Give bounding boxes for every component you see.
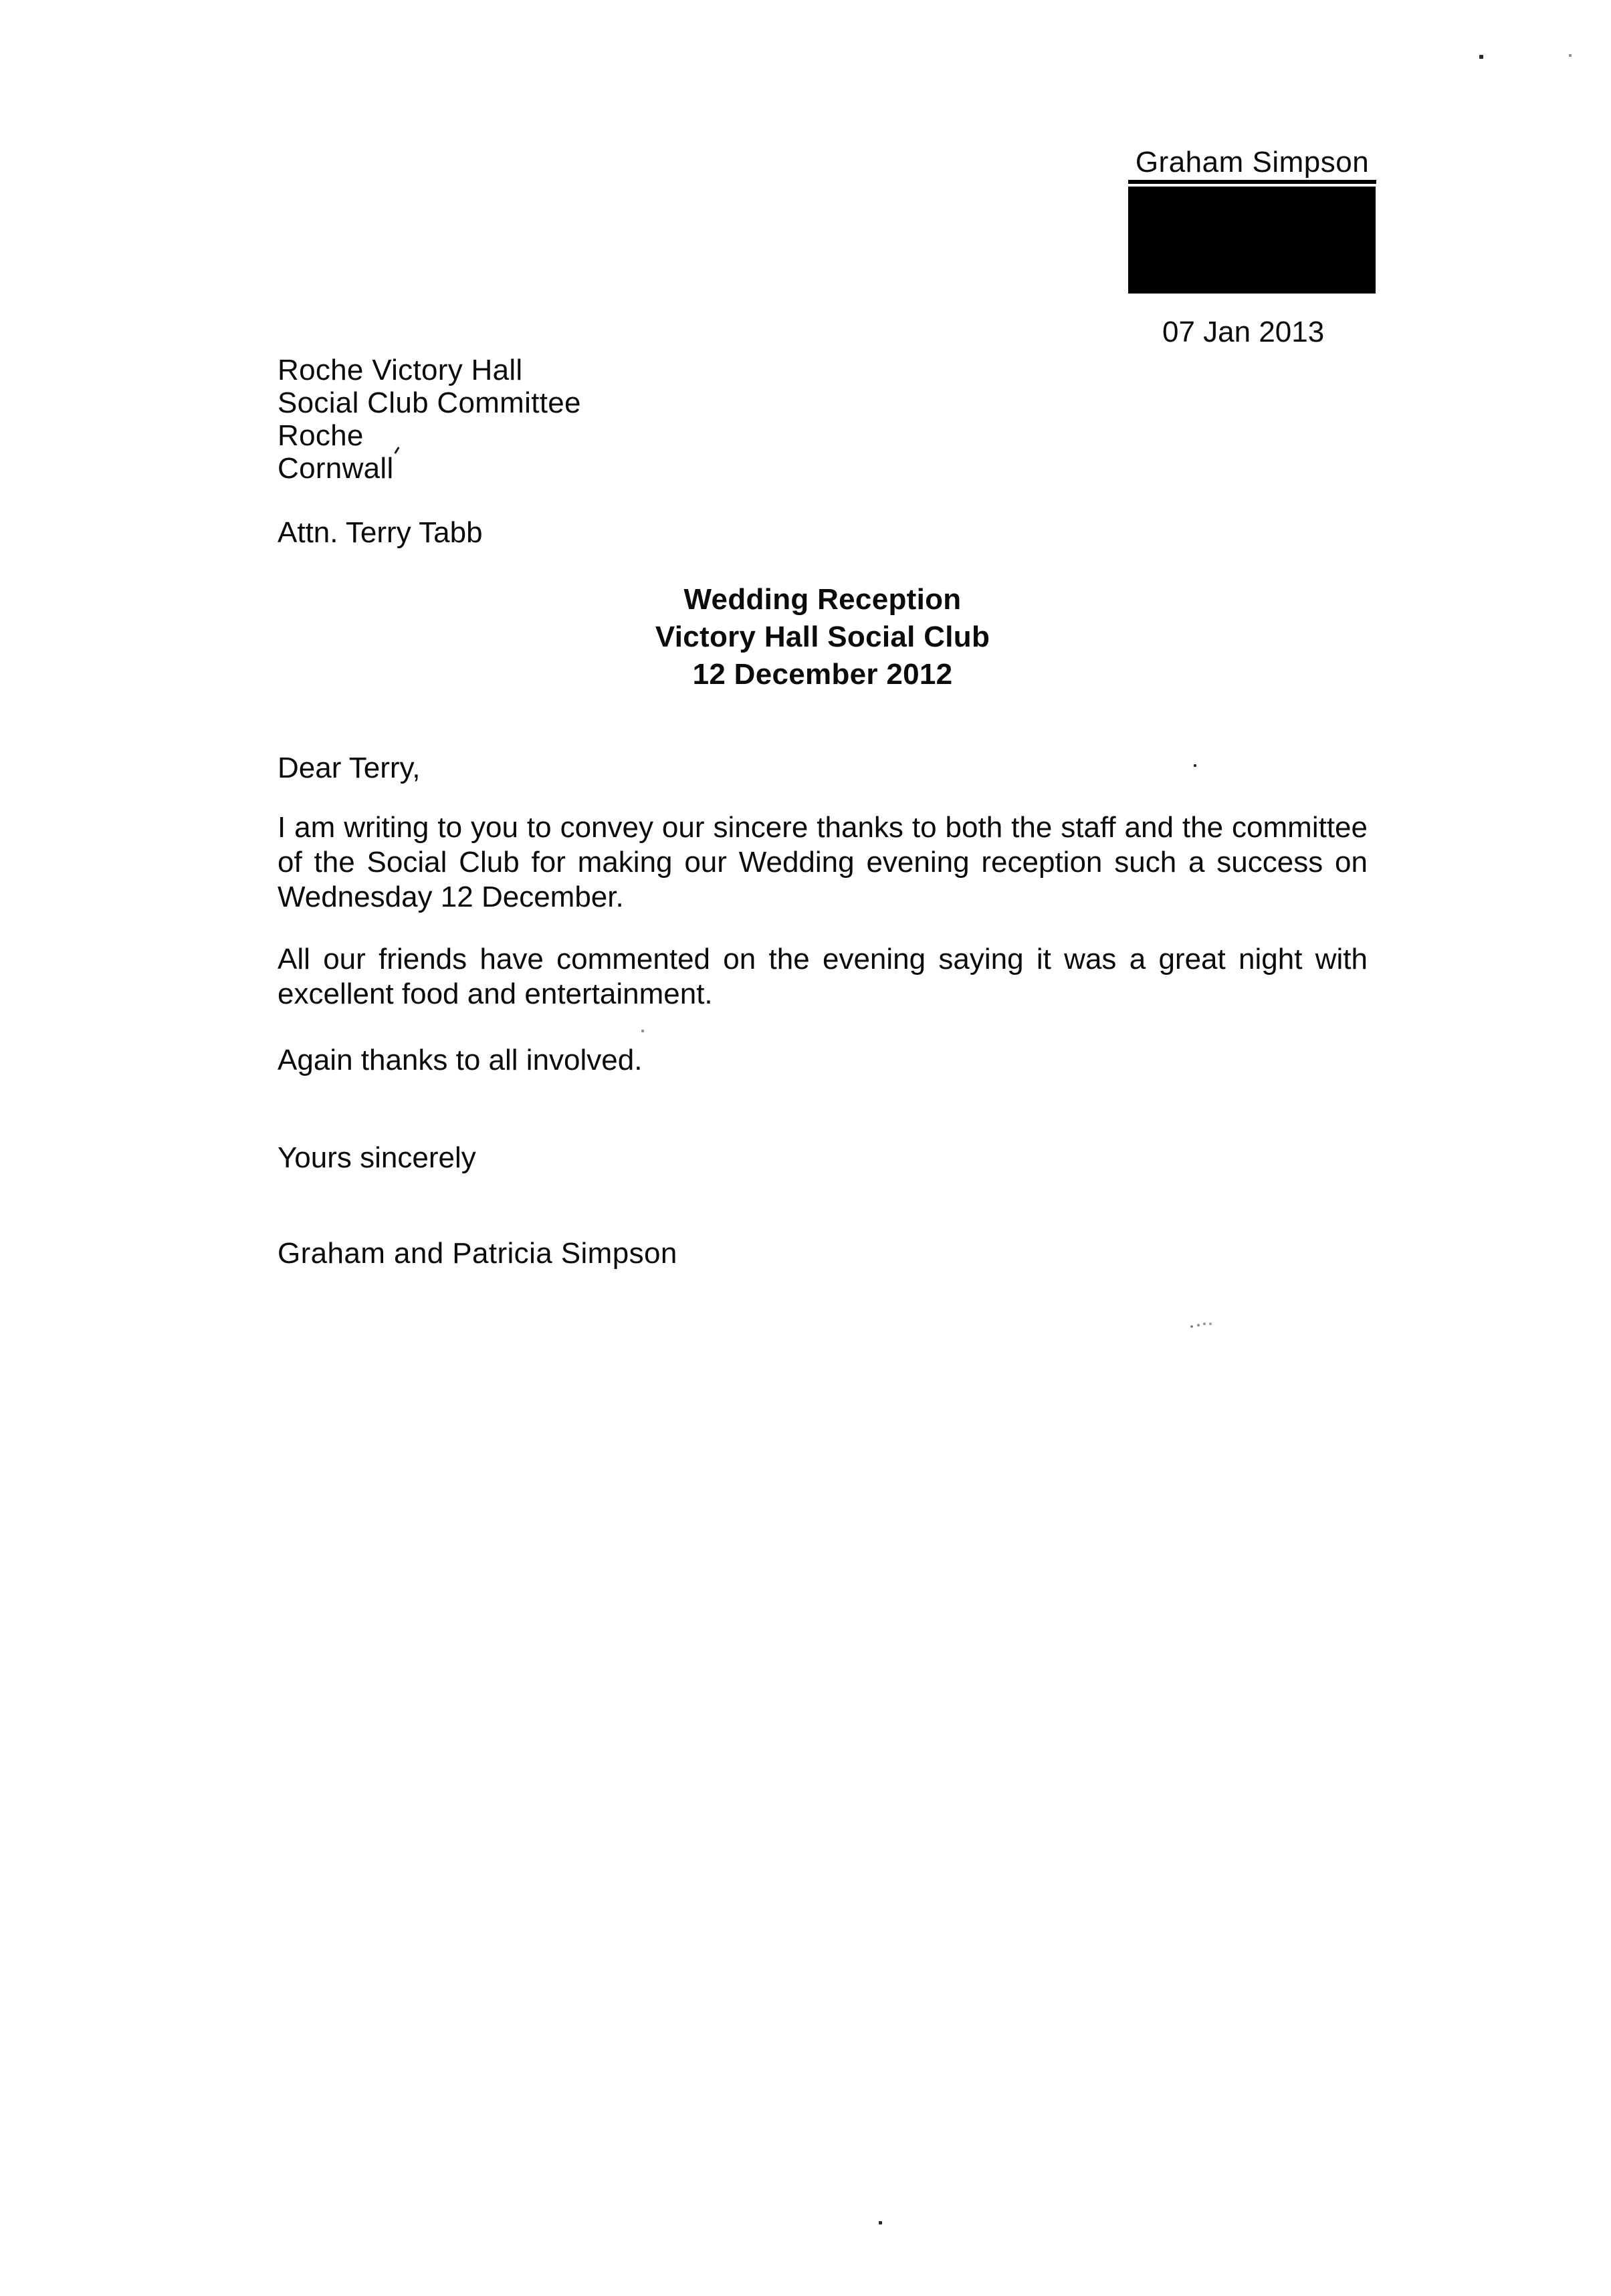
scan-artifact (1569, 54, 1572, 57)
recipient-line: Roche Victory Hall (278, 354, 523, 386)
recipient-line: Cornwall (278, 452, 394, 485)
scan-artifact (1190, 1325, 1193, 1328)
subject-heading (278, 581, 1368, 693)
paragraph-line: Wednesday 12 December. (278, 881, 624, 913)
paragraph-line: excellent food and entertainment. (278, 978, 713, 1010)
closing-line: Yours sincerely (278, 1141, 476, 1174)
sender-name: Graham Simpson (1128, 145, 1376, 184)
scan-artifact (1479, 55, 1483, 59)
redaction-box (1128, 187, 1376, 294)
scan-artifact (1194, 764, 1196, 767)
paragraph-line: I am writing to you to convey our sincere thanks to both the staff and the committee (278, 811, 1368, 844)
body-paragraph-1 (278, 810, 1368, 915)
scan-artifact (879, 2221, 882, 2224)
subject-line: 12 December 2012 (692, 658, 953, 691)
scan-artifact (641, 1030, 644, 1032)
body-paragraph-3 (278, 1043, 1368, 1078)
recipient-address-block (278, 354, 581, 485)
recipient-line: Social Club Committee (278, 386, 581, 419)
signature-line: Graham and Patricia Simpson (278, 1237, 677, 1270)
subject-line: Victory Hall Social Club (655, 620, 990, 653)
paragraph-line: Again thanks to all involved. (278, 1044, 643, 1076)
salutation: Dear Terry, (278, 752, 421, 784)
paragraph-line: of the Social Club for making our Wedding evening reception such a success on (278, 846, 1368, 879)
subject-line: Wedding Reception (683, 583, 962, 616)
paragraph-line: All our friends have commented on the evening saying it was a great night with (278, 943, 1368, 975)
attention-line: Attn. Terry Tabb (278, 516, 483, 549)
body-paragraph-2 (278, 942, 1368, 1012)
letter-date: 07 Jan 2013 (1162, 316, 1325, 348)
recipient-line: Roche (278, 419, 364, 452)
